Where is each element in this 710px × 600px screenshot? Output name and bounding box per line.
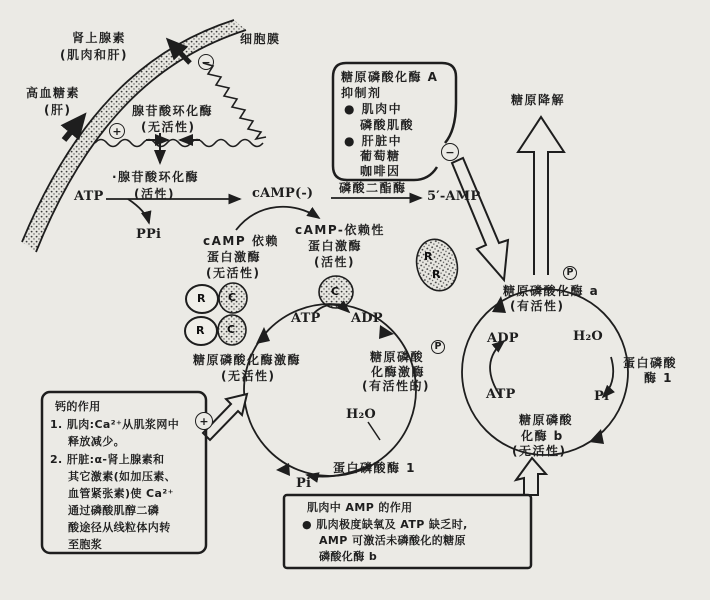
amp-box-line1: ● 肌肉极度缺氧及 ATP 缺乏时, xyxy=(302,518,468,531)
adenylate-cyclase-zigzag xyxy=(203,63,266,139)
inhibitor-box-line5: 咖啡因 xyxy=(360,164,401,178)
c-subunit-letter-1: C xyxy=(228,291,237,304)
phosphorylase-cycle-h2o-label: H₂O xyxy=(573,329,603,344)
inhibitor-box-line3: ● 肝脏中 xyxy=(344,134,403,148)
phosphorylase-a-line1: 糖原磷酸化酶 a xyxy=(503,284,600,298)
phosphorylase-kinase-active-line3: (有活性的) xyxy=(362,379,430,393)
calcium-box-line3: 2. 肝脏:α-肾上腺素和 xyxy=(50,453,165,466)
phosphorylase-kinase-active-line2: 化酶激酶 xyxy=(371,365,426,379)
phosphorylase-cycle-pi-label: Pi xyxy=(594,389,610,404)
r-camp-letter-1: R xyxy=(424,250,433,263)
pka-inactive-line1: cAMP 依赖 xyxy=(203,234,279,248)
calcium-box-line4: 其它激素(如加压素、 xyxy=(68,470,177,483)
r-subunits-camp-blob xyxy=(411,235,462,295)
phosphorylase-b-line2: 化酶 b xyxy=(521,429,564,443)
inhibitor-box-line4: 葡萄糖 xyxy=(360,149,401,163)
inhibitor-big-arrow xyxy=(452,158,508,280)
kinase-cycle-h2o-label: H₂O xyxy=(346,407,376,422)
inhibitor-box-title-line1: 糖原磷酸化酶 A xyxy=(341,70,439,84)
amp-box-title: 肌肉中 AMP 的作用 xyxy=(307,501,413,514)
phosphorylase-b-line3: (无活性) xyxy=(512,444,567,458)
amp-box-line3: 磷酸化酶 b xyxy=(319,550,378,563)
pka-active-line3: (活性) xyxy=(314,255,355,269)
adenylate-cyclase-active-line2: (活性) xyxy=(134,187,175,201)
glucagon-label-line2: (肝) xyxy=(44,103,72,117)
five-prime-amp-label: 5′-AMP xyxy=(427,189,481,204)
calcium-box-line8: 至胞浆 xyxy=(68,538,103,551)
kinase-cycle-arrowhead-topright xyxy=(379,325,394,339)
amp-big-arrow xyxy=(516,458,546,495)
r-camp-letter-2: R xyxy=(432,268,441,281)
calcium-box-line6: 通过磷酸肌醇二磷 xyxy=(68,504,160,517)
cell-membrane-band xyxy=(22,20,246,252)
ppi-branch-arrow xyxy=(128,199,149,223)
kinase-cycle-adp-label: ADP xyxy=(351,311,383,326)
pka-inactive-line2: 蛋白激酶 xyxy=(207,250,262,264)
phosphorylase-kinase-inactive-line1: 糖原磷酸化酶激酶 xyxy=(193,353,302,367)
inhibitor-minus-circle-icon: − xyxy=(441,143,459,161)
c-subunit-letter-2: C xyxy=(227,323,236,336)
kinase-cycle-pi-label: Pi xyxy=(296,476,312,491)
phosphorylase-cycle-atp-label: ATP xyxy=(486,387,516,402)
pka-active-line1: cAMP-依赖性 xyxy=(295,223,385,237)
protein-phosphatase1-label-right-line2: 酶 1 xyxy=(644,371,674,385)
kinase-cycle-atp-label: ATP xyxy=(291,311,321,326)
r-subunit-letter-1: R xyxy=(197,292,206,305)
cell-membrane-outer-line xyxy=(36,30,246,252)
pka-active-line2: 蛋白激酶 xyxy=(308,239,363,253)
phosphorylase-cycle-adp-label: ADP xyxy=(487,331,519,346)
adenylate-cyclase-inactive-line1: 腺苷酸环化酶 xyxy=(132,104,214,118)
adenylate-cyclase-inactive-line2: (无活性) xyxy=(141,120,196,134)
phosphorylase-kinase-inactive-line2: (无活性) xyxy=(221,369,276,383)
calcium-box-line1: 1. 肌肉:Ca²⁺从肌浆网中 xyxy=(50,418,180,431)
adenylate-cyclase-active-line1: ·腺苷酸环化酶 xyxy=(112,170,200,184)
glycogenolysis-label: 糖原降解 xyxy=(511,93,566,107)
inhibitor-box-line2: 磷酸肌酸 xyxy=(360,118,415,132)
phosphorylase-cycle-arrowhead-bottomright xyxy=(589,429,604,444)
calcium-plus-circle-icon: + xyxy=(195,412,213,430)
ppi-label: PPi xyxy=(136,227,162,242)
calcium-box-title: 钙的作用 xyxy=(55,400,101,413)
kinase-cycle-arrowhead-bottomleft xyxy=(276,463,290,476)
minus-circle-icon: − xyxy=(198,54,214,70)
protein-phosphatase1-label-left: 蛋白磷酸酶 1 xyxy=(333,461,417,475)
kinase-h2o-tick xyxy=(368,422,380,440)
calcium-box-line5: 血管紧张素)使 Ca²⁺ xyxy=(68,487,174,500)
adenylate-cyclase-wavy-base xyxy=(95,140,263,147)
atp-label: ATP xyxy=(74,189,104,204)
inhibitor-box-title-line2: 抑制剂 xyxy=(341,86,382,100)
epinephrine-label-line1: 肾上腺素 xyxy=(72,31,127,45)
glycogenolysis-big-arrow xyxy=(518,117,564,275)
camp-label: cAMP(-) xyxy=(252,186,314,201)
glucagon-label-line1: 高血糖素 xyxy=(26,86,81,100)
calcium-box-line2: 释放减少。 xyxy=(68,435,125,448)
phospho-badge-phosphorylase-icon: P xyxy=(563,266,577,280)
inhibitor-box-line1: ● 肌肉中 xyxy=(344,102,403,116)
epinephrine-label-line2: (肌肉和肝) xyxy=(60,48,128,62)
phosphodiesterase-label: 磷酸二酯酶 xyxy=(339,181,407,195)
c-subunit-active-letter: C xyxy=(331,285,340,298)
phosphorylase-kinase-active-line1: 糖原磷酸 xyxy=(370,350,425,364)
r-subunit-letter-2: R xyxy=(196,324,205,337)
plus-circle-icon: + xyxy=(109,123,125,139)
pka-inactive-line3: (无活性) xyxy=(206,266,261,280)
phospho-badge-kinase-icon: P xyxy=(431,340,445,354)
amp-box-line2: AMP 可激活未磷酸化的糖原 xyxy=(319,534,466,547)
phosphorylase-a-line2: (有活性) xyxy=(510,299,565,313)
protein-phosphatase1-label-right-line1: 蛋白磷酸 xyxy=(623,356,678,370)
phosphorylase-b-line1: 糖原磷酸 xyxy=(519,413,574,427)
cell-membrane-label: 细胞膜 xyxy=(240,32,281,46)
calcium-box-line7: 酸途径从线粒体内转 xyxy=(68,521,171,534)
